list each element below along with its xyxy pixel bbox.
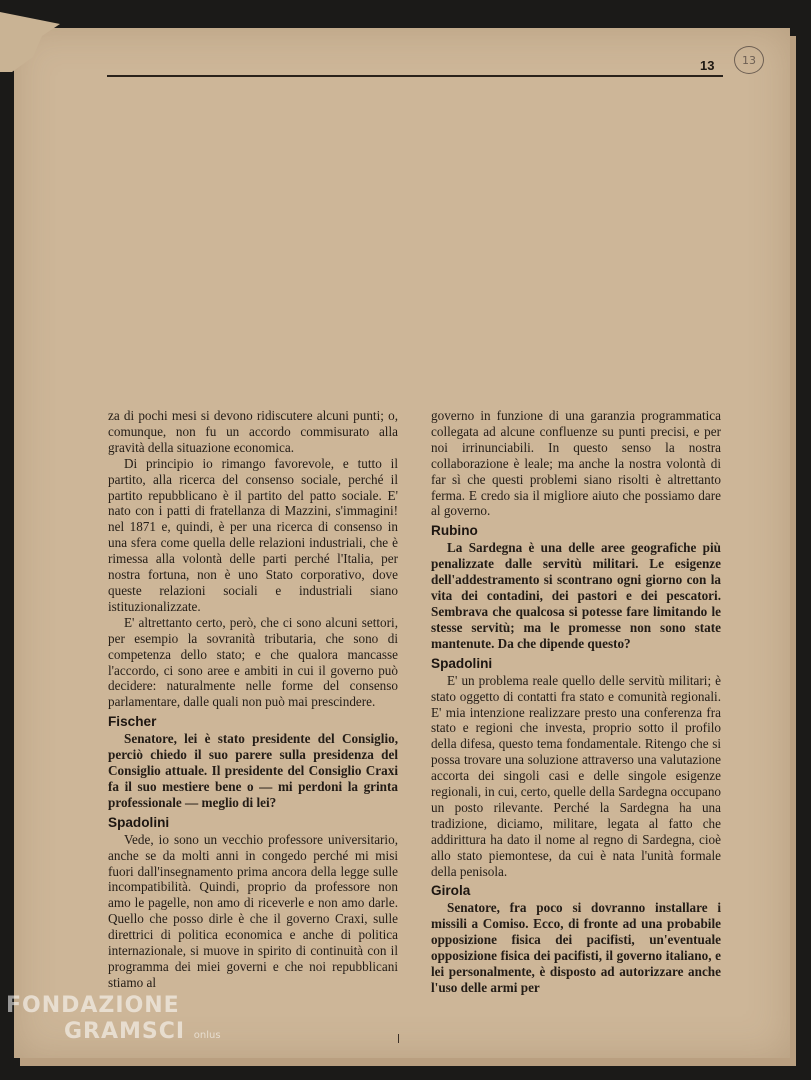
paragraph: E' un problema reale quello delle servitù militari; è stato oggetto di contatti fra stato e comunità regionali. E' mia intenzione realizzare presto una conferenza fra stato e regioni che investa, proprio sotto il profilo della difesa, questo tema fondamentale. Ritengo che si possa trovare una soluzione attraverso una valutazione accorta dei singoli casi e delle singole esigenze regionali, in cui, certo, quelle della Sardegna occupano un posto rilevante. Perché la Sardegna ha una tradizione, diciamo, militare, legata al fatto che addirittura ha dato il nome al regno di Sardegna, cioè allo stato piemontese, da cui è nata l'unità formale della penisola. (431, 672, 722, 879)
speaker-heading: Fischer (108, 714, 157, 730)
left-text-column (108, 408, 398, 991)
question-paragraph: Senatore, lei è stato presidente del Consiglio, perciò chiedo il suo parere sulla presidenza del Consiglio attuale. Il presidente del Consiglio Craxi fa il suo mestiere bene o — mi perdoni la grinta professionale — meglio di lei? (108, 731, 398, 810)
paragraph: za di pochi mesi si devono ridiscutere alcuni punti; o, comunque, non fu un accordo commisurato alla gravità della situazione economica. (108, 408, 398, 455)
question-paragraph: La Sardegna è una delle aree geografiche più penalizzate dalle servitù militari. Le esigenze dell'addestramento si scontrano ogni giorno con la vita dei contadini, dei pastori e dei pescatori. Sembrava che qualcosa si potesse fare limitando le stesse servitù; ma le promesse non sono state mantenute. Da che dipende questo? (431, 540, 721, 651)
paragraph: Vede, io sono un vecchio professore universitario, anche se da molti anni in congedo perché mi misi fuori dall'insegnamento prima ancora della legge sulle incompatibilità. Quindi, proprio da professore non amo le pagelle, non amo di riceverle e non amo darle. Quello che posso dirle è che il governo Craxi, sulle direttrici di politica economica e anche di politica internazionale, si muove in spirito di continuità con il programma dei miei governi e che noi repubblicani stiamo al (108, 831, 398, 990)
speaker-heading: Spadolini (431, 655, 493, 671)
watermark-line1: FONDAZIONE (6, 993, 180, 1018)
speaker-heading: Girola (431, 883, 471, 899)
paragraph: E' altrettanto certo, però, che ci sono alcuni settori, per esempio la sovranità tributaria, che sono di competenza dello stato; e che qualora mancasse l'accordo, ci sono aree e ambiti in cui il governo può decidere: naturalmente nelle forme del consenso parlamentare, dalle quali non può mai prescindere. (108, 614, 398, 710)
watermark-suffix: onlus (193, 1030, 221, 1041)
speaker-heading: Spadolini (108, 814, 170, 830)
handwritten-page-note (734, 46, 764, 74)
speaker-heading: Rubino (431, 523, 478, 539)
handwritten-page-note-text: 13 (742, 53, 756, 67)
right-text-column (431, 408, 721, 996)
paragraph: governo in funzione di una garanzia programmatica collegata ad alcune confluenze su punti precisi, e per noi irrinunciabili. In questo senso la nostra collaborazione è leale; ma anche la nostra volontà di far sì che questi problemi siano risolti è altrettanto ferma. E credo sia il migliore aiuto che possiamo dare al governo. (431, 408, 721, 519)
page-number: 13 (700, 58, 715, 73)
question-paragraph: Senatore, fra poco si dovranno installare i missili a Comiso. Ecco, di fronte ad una probabile opposizione fisica dei pacifisti, un'eventuale opposizione fisica dei pacifisti, il governo italiano, e lei personalmente, è disposto ad autorizzare anche l'uso delle armi per (431, 900, 721, 995)
watermark (6, 993, 221, 1049)
watermark-line2: GRAMSCI (64, 1019, 186, 1044)
paragraph: Di principio io rimango favorevole, e tutto il partito, alla ricerca del consenso sociale, perché il partito repubblicano è il partito del patto sociale. E' nato con i patti di fratellanza di Mazzini, s'immagini! nel 1871 e, quindi, è per una ricerca di consenso in una sfera come quella delle relazioni industriali, che è rimessa alla volontà delle parti perché l'Italia, per nostra fortuna, non è uno Stato corporativo, dove queste relazioni sociali e industriali siano istituzionalizzate. (108, 455, 398, 614)
header-rule (107, 75, 723, 77)
bottom-tick-mark (398, 1034, 399, 1043)
